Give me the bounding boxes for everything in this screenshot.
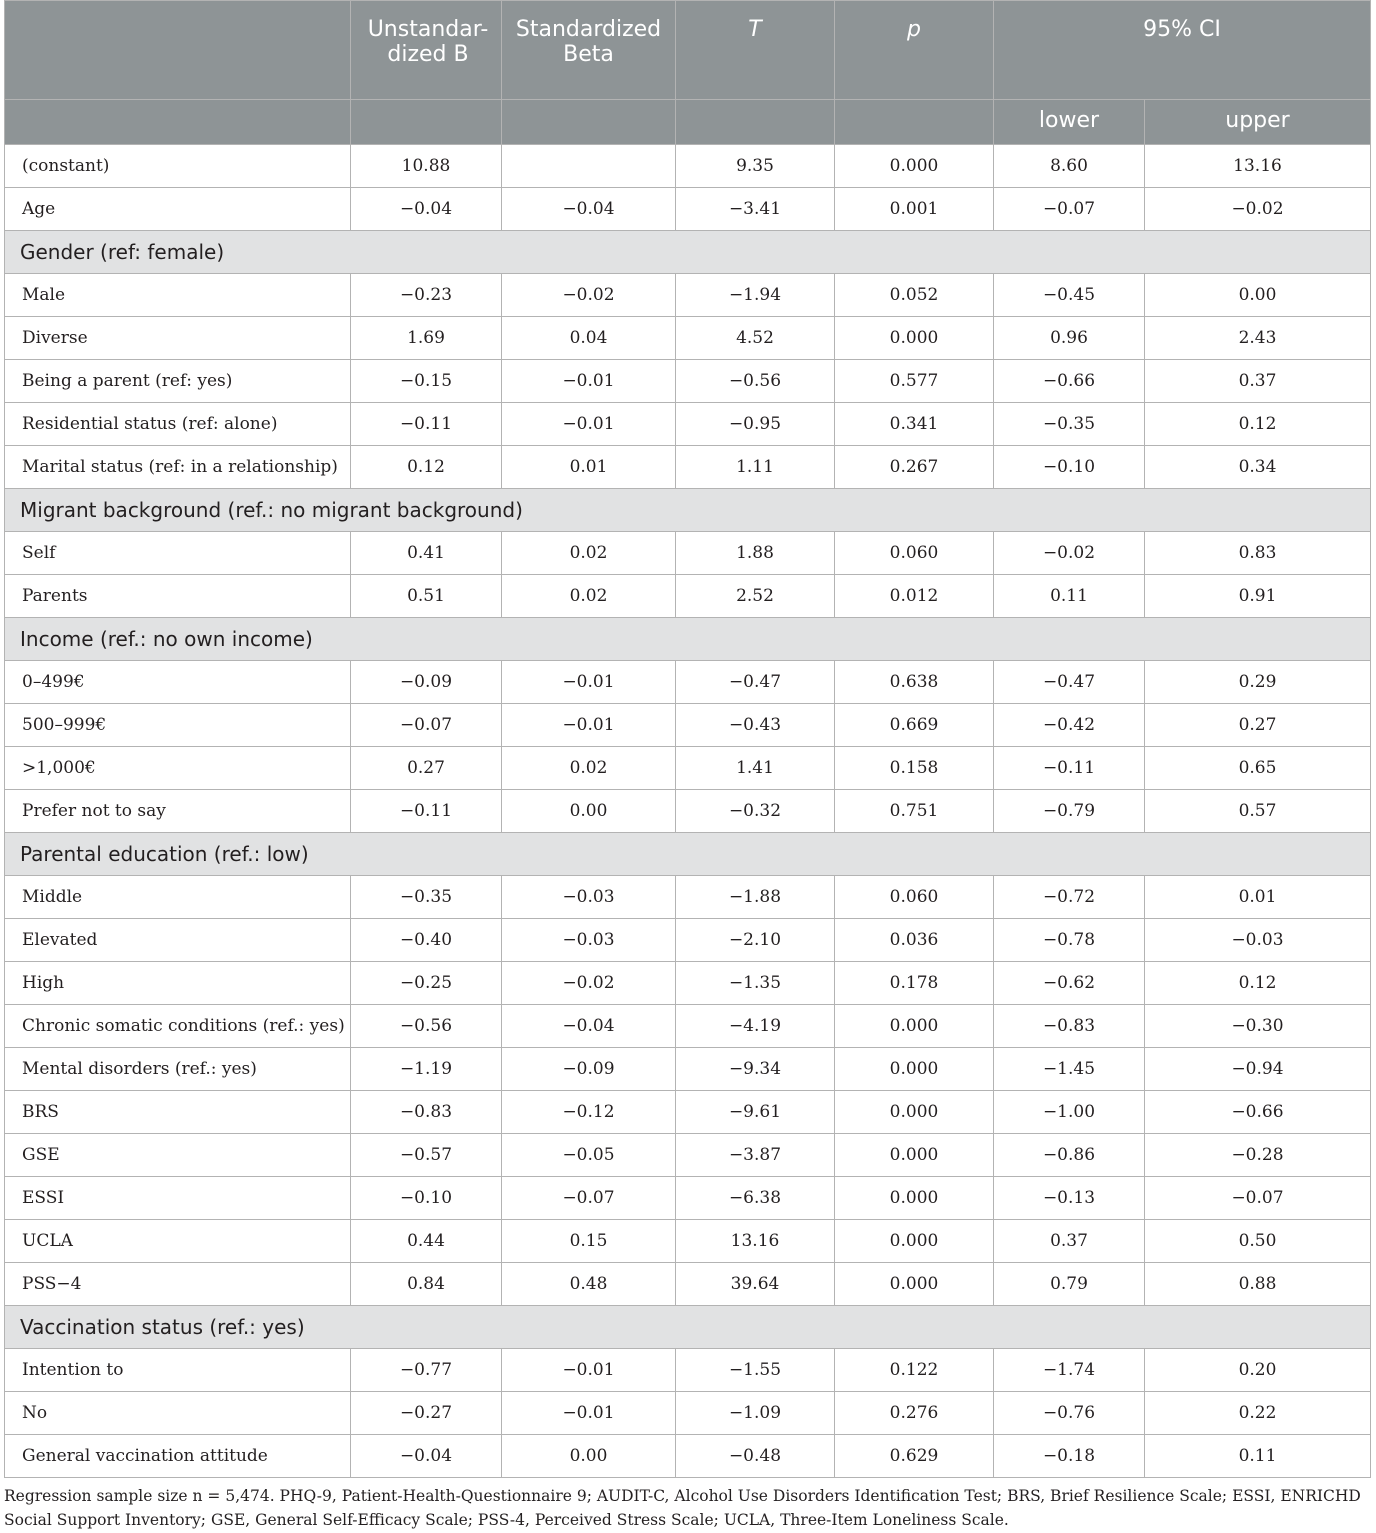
table-row [5,1349,1371,1392]
section-label: Migrant background (ref.: no migrant background) [5,489,1371,532]
cell-ci-lower: −0.07 [994,188,1145,231]
cell-unstandardized-b: −0.04 [351,188,502,231]
cell-ci-lower: −0.78 [994,919,1145,962]
cell-ci-lower: −0.18 [994,1435,1145,1478]
cell-standardized-beta: −0.01 [502,403,676,446]
header-empty [676,100,835,145]
table-row [5,532,1371,575]
cell-variable: >1,000€ [5,747,351,790]
table-row [5,962,1371,1005]
cell-variable: GSE [5,1134,351,1177]
cell-t: 9.35 [676,145,835,188]
cell-t: −0.56 [676,360,835,403]
cell-standardized-beta: 0.00 [502,790,676,833]
cell-unstandardized-b: −0.40 [351,919,502,962]
cell-t: −1.88 [676,876,835,919]
cell-unstandardized-b: −0.77 [351,1349,502,1392]
cell-p: 0.060 [835,532,994,575]
table-row [5,274,1371,317]
cell-t: −9.61 [676,1091,835,1134]
table-row [5,704,1371,747]
cell-p: 0.000 [835,145,994,188]
header-standardized-beta: Standardized Beta [502,1,676,100]
cell-ci-upper: 0.12 [1145,962,1371,1005]
cell-ci-upper: 0.91 [1145,575,1371,618]
cell-variable: UCLA [5,1220,351,1263]
cell-unstandardized-b: −0.57 [351,1134,502,1177]
cell-p: 0.036 [835,919,994,962]
section-label: Income (ref.: no own income) [5,618,1371,661]
cell-t: 4.52 [676,317,835,360]
cell-standardized-beta: −0.09 [502,1048,676,1091]
cell-t: 1.88 [676,532,835,575]
cell-ci-upper: 0.00 [1145,274,1371,317]
cell-standardized-beta: −0.02 [502,274,676,317]
cell-t: 1.11 [676,446,835,489]
cell-ci-lower: −0.45 [994,274,1145,317]
cell-unstandardized-b: −1.19 [351,1048,502,1091]
header-empty [5,100,351,145]
cell-variable: Prefer not to say [5,790,351,833]
cell-t: 2.52 [676,575,835,618]
cell-unstandardized-b: 0.27 [351,747,502,790]
cell-ci-lower: −1.74 [994,1349,1145,1392]
cell-variable: No [5,1392,351,1435]
cell-p: 0.001 [835,188,994,231]
regression-table [4,0,1371,1478]
cell-ci-lower: −0.02 [994,532,1145,575]
cell-standardized-beta: −0.01 [502,1349,676,1392]
cell-variable: 0–499€ [5,661,351,704]
cell-p: 0.577 [835,360,994,403]
cell-p: 0.638 [835,661,994,704]
cell-standardized-beta: −0.02 [502,962,676,1005]
header-unstandardized-b: Unstandar- dized B [351,1,502,100]
cell-standardized-beta: −0.01 [502,360,676,403]
section-label: Gender (ref: female) [5,231,1371,274]
cell-t: 1.41 [676,747,835,790]
cell-unstandardized-b: −0.11 [351,790,502,833]
cell-standardized-beta: −0.03 [502,919,676,962]
cell-unstandardized-b: 0.12 [351,446,502,489]
cell-p: 0.060 [835,876,994,919]
section-header-row [5,833,1371,876]
table-row [5,403,1371,446]
cell-ci-upper: −0.07 [1145,1177,1371,1220]
table-row [5,1392,1371,1435]
table-row [5,919,1371,962]
cell-t: −0.43 [676,704,835,747]
cell-unstandardized-b: −0.07 [351,704,502,747]
cell-ci-upper: 0.12 [1145,403,1371,446]
cell-t: −0.48 [676,1435,835,1478]
cell-unstandardized-b: −0.25 [351,962,502,1005]
cell-standardized-beta: −0.12 [502,1091,676,1134]
cell-ci-upper: −0.30 [1145,1005,1371,1048]
cell-p: 0.158 [835,747,994,790]
cell-p: 0.000 [835,1134,994,1177]
cell-variable: Chronic somatic conditions (ref.: yes) [5,1005,351,1048]
cell-unstandardized-b: −0.56 [351,1005,502,1048]
header-ci-lower: lower [994,100,1145,145]
table-row [5,1134,1371,1177]
cell-ci-upper: 0.22 [1145,1392,1371,1435]
cell-standardized-beta: 0.02 [502,575,676,618]
cell-unstandardized-b: −0.15 [351,360,502,403]
table-row [5,446,1371,489]
table-row [5,145,1371,188]
cell-ci-lower: −0.86 [994,1134,1145,1177]
cell-unstandardized-b: −0.27 [351,1392,502,1435]
cell-t: −4.19 [676,1005,835,1048]
cell-ci-lower: −1.45 [994,1048,1145,1091]
cell-standardized-beta [502,145,676,188]
cell-unstandardized-b: −0.04 [351,1435,502,1478]
table-row [5,1048,1371,1091]
cell-variable: PSS−4 [5,1263,351,1306]
cell-unstandardized-b: 10.88 [351,145,502,188]
cell-p: 0.276 [835,1392,994,1435]
table-container [4,0,1370,1532]
cell-variable: Diverse [5,317,351,360]
cell-ci-upper: 0.29 [1145,661,1371,704]
cell-ci-lower: −0.10 [994,446,1145,489]
header-ci-upper: upper [1145,100,1371,145]
cell-ci-lower: −0.62 [994,962,1145,1005]
cell-standardized-beta: −0.04 [502,1005,676,1048]
table-row [5,1435,1371,1478]
cell-p: 0.341 [835,403,994,446]
cell-p: 0.751 [835,790,994,833]
cell-ci-lower: −0.83 [994,1005,1145,1048]
section-label: Parental education (ref.: low) [5,833,1371,876]
cell-variable: Being a parent (ref: yes) [5,360,351,403]
cell-p: 0.629 [835,1435,994,1478]
cell-unstandardized-b: 0.51 [351,575,502,618]
cell-p: 0.000 [835,1005,994,1048]
cell-unstandardized-b: −0.10 [351,1177,502,1220]
cell-variable: ESSI [5,1177,351,1220]
cell-variable: Male [5,274,351,317]
cell-p: 0.000 [835,1220,994,1263]
cell-ci-lower: −0.13 [994,1177,1145,1220]
cell-t: −3.87 [676,1134,835,1177]
cell-p: 0.669 [835,704,994,747]
cell-standardized-beta: −0.03 [502,876,676,919]
cell-unstandardized-b: 0.44 [351,1220,502,1263]
cell-ci-upper: 0.57 [1145,790,1371,833]
header-t: T [676,1,835,100]
cell-ci-upper: 0.20 [1145,1349,1371,1392]
cell-standardized-beta: 0.00 [502,1435,676,1478]
cell-ci-upper: 0.27 [1145,704,1371,747]
cell-p: 0.052 [835,274,994,317]
cell-p: 0.178 [835,962,994,1005]
cell-ci-upper: −0.94 [1145,1048,1371,1091]
section-header-row [5,489,1371,532]
cell-variable: High [5,962,351,1005]
cell-t: 39.64 [676,1263,835,1306]
cell-variable: Residential status (ref: alone) [5,403,351,446]
cell-ci-upper: 0.11 [1145,1435,1371,1478]
cell-ci-upper: 0.65 [1145,747,1371,790]
table-row [5,790,1371,833]
cell-standardized-beta: 0.02 [502,747,676,790]
cell-ci-upper: −0.02 [1145,188,1371,231]
cell-t: −1.55 [676,1349,835,1392]
cell-unstandardized-b: −0.09 [351,661,502,704]
section-header-row [5,618,1371,661]
section-header-row [5,1306,1371,1349]
cell-p: 0.122 [835,1349,994,1392]
cell-standardized-beta: −0.04 [502,188,676,231]
table-row [5,1263,1371,1306]
cell-standardized-beta: −0.01 [502,661,676,704]
section-label: Vaccination status (ref.: yes) [5,1306,1371,1349]
header-empty [835,100,994,145]
table-row [5,1005,1371,1048]
table-row [5,360,1371,403]
cell-t: −0.32 [676,790,835,833]
table-row [5,1220,1371,1263]
cell-variable: Elevated [5,919,351,962]
cell-ci-lower: −0.76 [994,1392,1145,1435]
cell-variable: Middle [5,876,351,919]
cell-ci-upper: 2.43 [1145,317,1371,360]
cell-t: −9.34 [676,1048,835,1091]
cell-variable: BRS [5,1091,351,1134]
cell-p: 0.267 [835,446,994,489]
cell-ci-upper: −0.66 [1145,1091,1371,1134]
cell-ci-upper: 0.37 [1145,360,1371,403]
cell-t: −3.41 [676,188,835,231]
header-variable [5,1,351,100]
header-p: p [835,1,994,100]
cell-unstandardized-b: −0.11 [351,403,502,446]
cell-ci-upper: 0.83 [1145,532,1371,575]
cell-variable: (constant) [5,145,351,188]
cell-ci-lower: −0.11 [994,747,1145,790]
cell-ci-lower: −0.79 [994,790,1145,833]
table-row [5,575,1371,618]
cell-t: 13.16 [676,1220,835,1263]
cell-t: −6.38 [676,1177,835,1220]
header-empty [502,100,676,145]
cell-ci-upper: 0.50 [1145,1220,1371,1263]
table-row [5,188,1371,231]
table-row [5,1091,1371,1134]
cell-standardized-beta: −0.05 [502,1134,676,1177]
cell-unstandardized-b: 1.69 [351,317,502,360]
cell-ci-upper: −0.28 [1145,1134,1371,1177]
cell-ci-lower: −0.47 [994,661,1145,704]
cell-variable: General vaccination attitude [5,1435,351,1478]
cell-ci-lower: −0.66 [994,360,1145,403]
cell-p: 0.000 [835,317,994,360]
cell-variable: Mental disorders (ref.: yes) [5,1048,351,1091]
table-row [5,317,1371,360]
cell-ci-lower: −0.35 [994,403,1145,446]
cell-ci-upper: 0.01 [1145,876,1371,919]
cell-ci-upper: 0.34 [1145,446,1371,489]
cell-ci-upper: −0.03 [1145,919,1371,962]
header-95-ci: 95% CI [994,1,1371,100]
cell-ci-lower: 0.79 [994,1263,1145,1306]
cell-variable: Parents [5,575,351,618]
cell-t: −1.94 [676,274,835,317]
cell-ci-lower: −0.42 [994,704,1145,747]
cell-unstandardized-b: 0.84 [351,1263,502,1306]
table-row [5,1177,1371,1220]
cell-standardized-beta: 0.15 [502,1220,676,1263]
table-footnote: Regression sample size n = 5,474. PHQ-9, Patient-Health-Questionnaire 9; AUDIT-C, Alcohol Use Disorders Identification Test; BRS, Brief Resilience Scale; ESSI, ENRICHD Social Support Inventory; GSE, General Self-Efficacy Scale; PSS-4, Perceived Stress Scale; UCLA, Three-Item Loneliness Scale. [4,1487,1361,1529]
cell-standardized-beta: −0.01 [502,1392,676,1435]
cell-p: 0.000 [835,1091,994,1134]
cell-ci-lower: 8.60 [994,145,1145,188]
cell-t: −1.35 [676,962,835,1005]
cell-variable: Self [5,532,351,575]
cell-standardized-beta: −0.07 [502,1177,676,1220]
cell-ci-lower: −0.72 [994,876,1145,919]
cell-unstandardized-b: −0.23 [351,274,502,317]
cell-ci-upper: 13.16 [1145,145,1371,188]
cell-ci-lower: 0.96 [994,317,1145,360]
cell-unstandardized-b: 0.41 [351,532,502,575]
cell-p: 0.012 [835,575,994,618]
cell-ci-lower: −1.00 [994,1091,1145,1134]
cell-p: 0.000 [835,1263,994,1306]
section-header-row [5,231,1371,274]
cell-standardized-beta: 0.02 [502,532,676,575]
cell-unstandardized-b: −0.83 [351,1091,502,1134]
cell-t: −0.95 [676,403,835,446]
cell-variable: Intention to [5,1349,351,1392]
cell-variable: Age [5,188,351,231]
table-row [5,747,1371,790]
cell-ci-lower: 0.11 [994,575,1145,618]
table-body [5,145,1371,1478]
cell-t: −0.47 [676,661,835,704]
header-empty [351,100,502,145]
cell-p: 0.000 [835,1048,994,1091]
cell-t: −2.10 [676,919,835,962]
cell-ci-upper: 0.88 [1145,1263,1371,1306]
cell-unstandardized-b: −0.35 [351,876,502,919]
table-row [5,661,1371,704]
cell-variable: Marital status (ref: in a relationship) [5,446,351,489]
cell-t: −1.09 [676,1392,835,1435]
cell-standardized-beta: −0.01 [502,704,676,747]
cell-p: 0.000 [835,1177,994,1220]
cell-standardized-beta: 0.48 [502,1263,676,1306]
cell-standardized-beta: 0.01 [502,446,676,489]
cell-variable: 500–999€ [5,704,351,747]
cell-ci-lower: 0.37 [994,1220,1145,1263]
table-row [5,876,1371,919]
cell-standardized-beta: 0.04 [502,317,676,360]
